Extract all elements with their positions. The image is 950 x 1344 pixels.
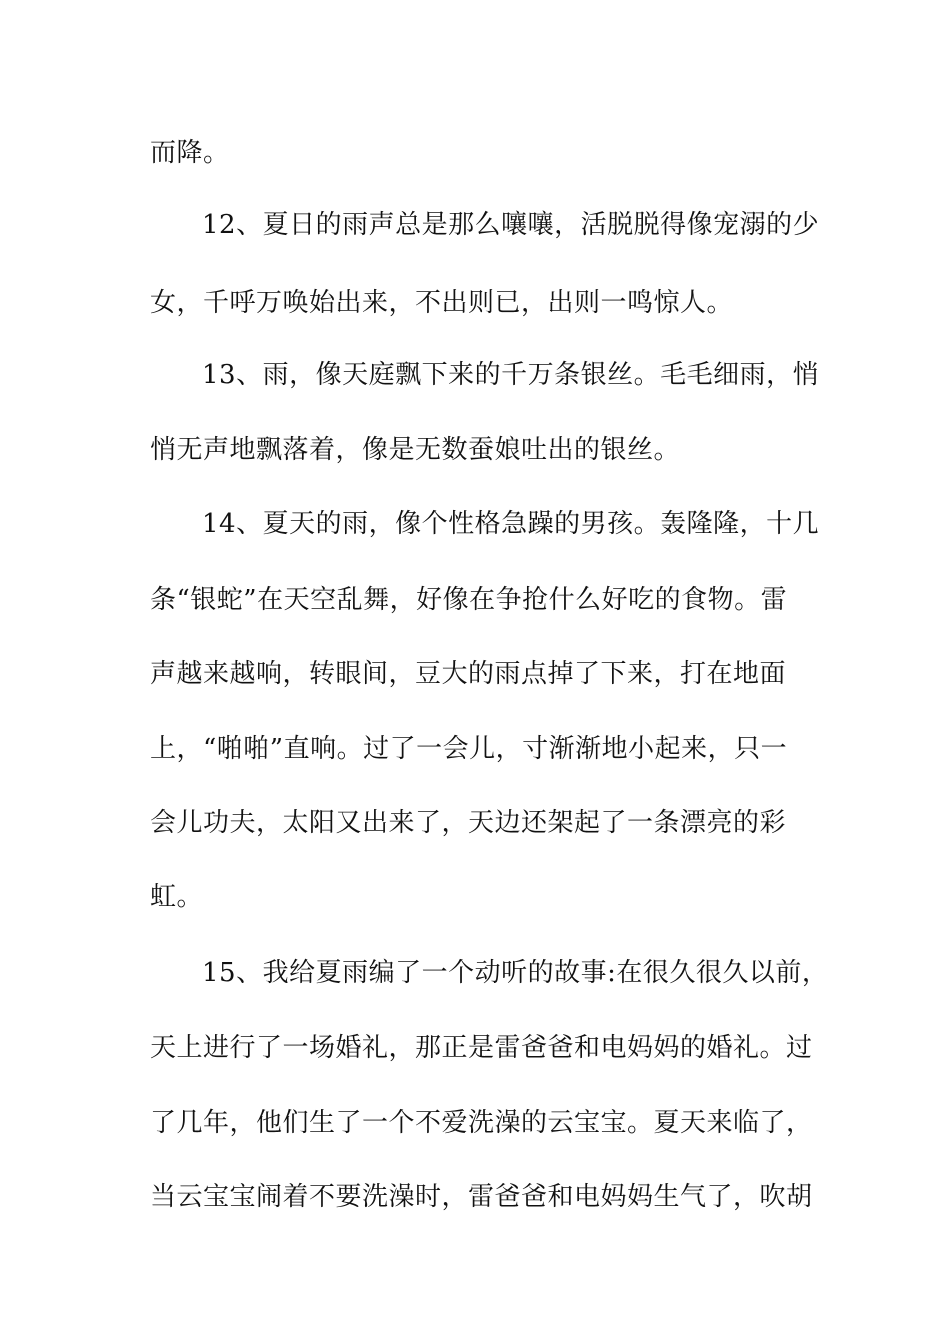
- paragraph-13-line-2: 悄无声地飘落着，像是无数蚕娘吐出的银丝。: [150, 435, 681, 465]
- paragraph-14-line-6: 虹。: [150, 882, 204, 912]
- paragraph-15-line-2: 天上进行了一场婚礼，那正是雷爸爸和电妈妈的婚礼。过: [150, 1033, 813, 1063]
- paragraph-12-line-1: 12、夏日的雨声总是那么嚷嚷，活脱脱得像宠溺的少: [202, 210, 820, 240]
- paragraph-15-line-1: 15、我给夏雨编了一个动听的故事:在很久很久以前，: [202, 958, 829, 988]
- paragraph-14-line-5: 会儿功夫，太阳又出来了，天边还架起了一条漂亮的彩: [150, 808, 787, 838]
- paragraph-13-line-1: 13、雨，像天庭飘下来的千万条银丝。毛毛细雨，悄: [202, 360, 820, 390]
- paragraph-14-line-4: 上，“啪啪”直响。过了一会儿，寸渐渐地小起来，只一: [150, 734, 788, 764]
- text-line: 而降。: [150, 138, 230, 168]
- paragraph-15-line-3: 了几年，他们生了一个不爱洗澡的云宝宝。夏天来临了，: [150, 1108, 813, 1138]
- paragraph-14-line-2: 条“银蛇”在天空乱舞，好像在争抢什么好吃的食物。雷: [150, 585, 788, 615]
- paragraph-14-line-3: 声越来越响，转眼间，豆大的雨点掉了下来，打在地面: [150, 659, 787, 689]
- paragraph-15-line-4: 当云宝宝闹着不要洗澡时，雷爸爸和电妈妈生气了，吹胡: [150, 1182, 813, 1212]
- paragraph-14-line-1: 14、夏天的雨，像个性格急躁的男孩。轰隆隆，十几: [202, 509, 820, 539]
- paragraph-12-line-2: 女，千呼万唤始出来，不出则已，出则一鸣惊人。: [150, 288, 734, 318]
